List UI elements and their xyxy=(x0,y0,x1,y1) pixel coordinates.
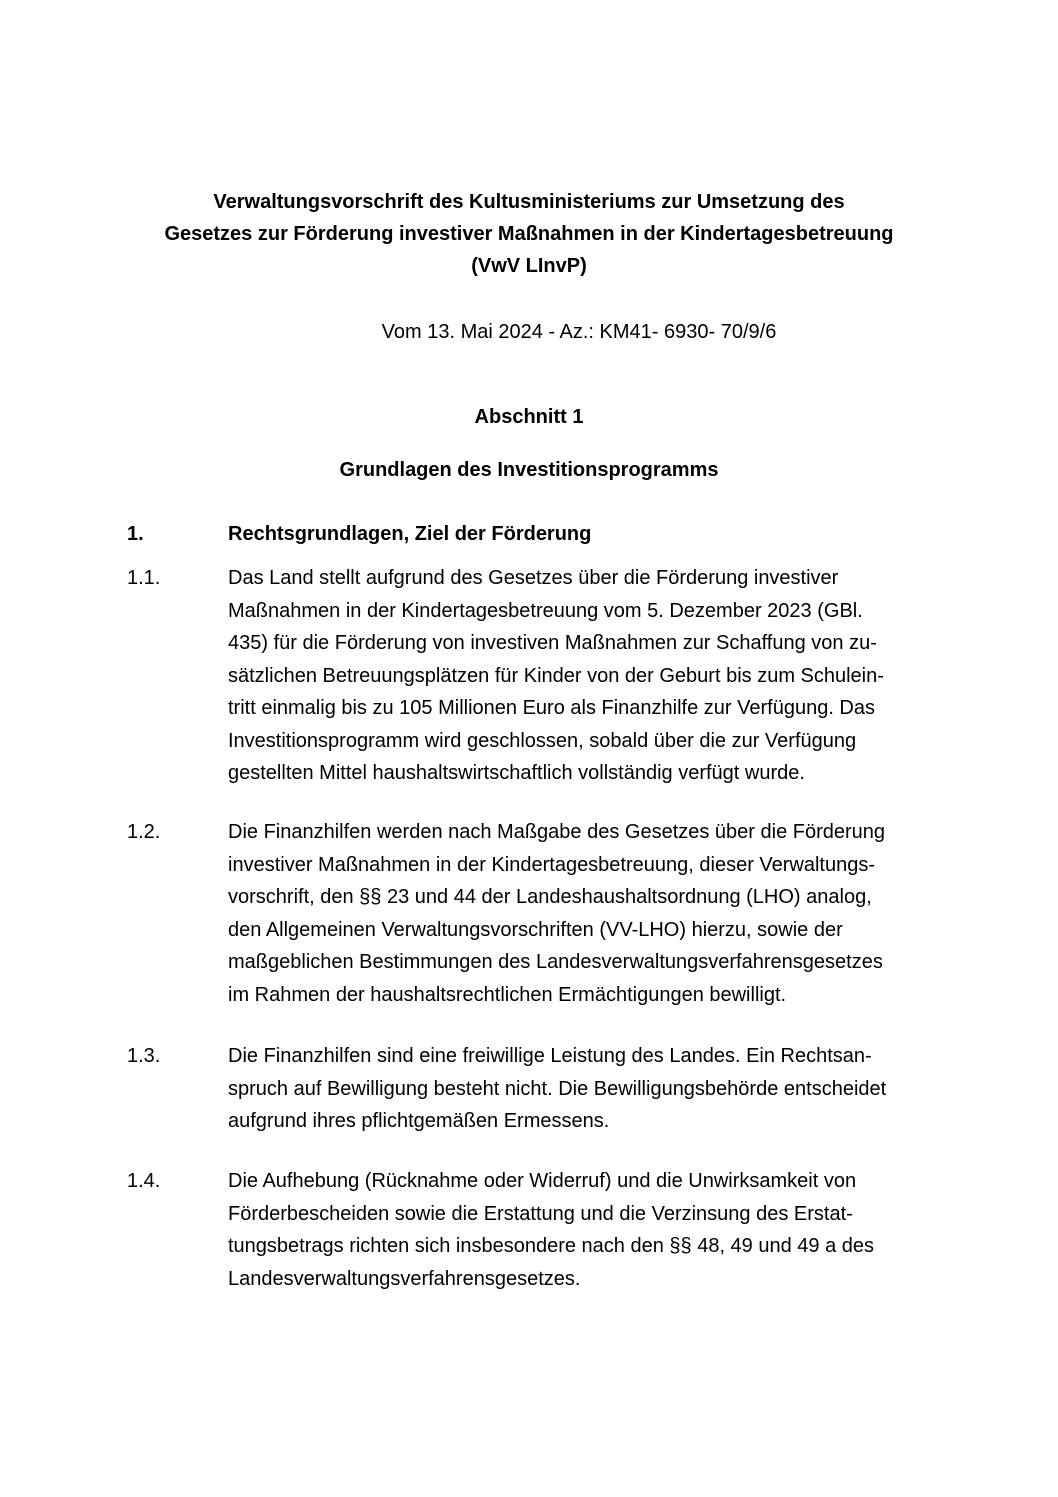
title-line-2: Gesetzes zur Förderung investiver Maßnahmen in der Kindertagesbetreuung xyxy=(164,223,894,245)
paragraph-number: 1.4. xyxy=(127,1170,161,1192)
paragraph-line: investiver Maßnahmen in der Kindertagesbetreuung, dieser Verwaltungs- xyxy=(228,853,876,876)
date-reference-line: Vom 13. Mai 2024 - Az.: KM41- 6930- 70/9/6 xyxy=(381,321,777,343)
paragraph-line: Das Land stellt aufgrund des Gesetzes über die Förderung investiver xyxy=(228,567,839,589)
paragraph-number: 1.2. xyxy=(127,821,161,843)
heading-number: 1. xyxy=(127,523,144,545)
paragraph-text xyxy=(228,562,948,790)
paragraph-text xyxy=(228,1040,948,1138)
paragraph-line: tungsbetrags richten sich insbesondere nach den §§ 48, 49 und 49 a des xyxy=(228,1235,875,1257)
paragraph-line: maßgeblichen Bestimmungen des Landesverwaltungsverfahrensgesetzes xyxy=(228,951,883,973)
title-line-3: (VwV LInvP) xyxy=(471,255,587,277)
section-title: Grundlagen des Investitionsprogramms xyxy=(339,459,719,481)
paragraph-line: Investitionsprogramm wird geschlossen, sobald über die zur Verfügung xyxy=(228,729,857,752)
section-label: Abschnitt 1 xyxy=(474,406,584,428)
heading-title: Rechtsgrundlagen, Ziel der Förderung xyxy=(228,523,592,545)
paragraph-line: gestellten Mittel haushaltswirtschaftlich vollständig verfügt wurde. xyxy=(228,762,805,784)
paragraph-line: 435) für die Förderung von investiven Maßnahmen zur Schaffung von zu- xyxy=(228,632,877,654)
document-title xyxy=(0,186,1058,282)
paragraph-line: sätzlichen Betreuungsplätzen für Kinder von der Geburt bis zum Schulein- xyxy=(228,664,884,687)
paragraph-line: Die Finanzhilfen sind eine freiwillige Leistung des Landes. Ein Rechtsan- xyxy=(228,1045,872,1067)
paragraph-line: spruch auf Bewilligung besteht nicht. Die Bewilligungsbehörde entscheidet xyxy=(228,1077,887,1100)
heading-row xyxy=(127,518,947,551)
paragraph-line: aufgrund ihres pflichtgemäßen Ermessens. xyxy=(228,1110,610,1132)
paragraph-number: 1.1. xyxy=(127,567,161,589)
paragraph-number: 1.3. xyxy=(127,1045,161,1067)
paragraph-line: Maßnahmen in der Kindertagesbetreuung vom 5. Dezember 2023 (GBl. xyxy=(228,599,863,622)
paragraph-line: Förderbescheiden sowie die Erstattung und die Verzinsung des Erstat- xyxy=(228,1202,853,1225)
paragraph-line: Landesverwaltungsverfahrensgesetzes. xyxy=(228,1267,581,1290)
paragraph-1-4 xyxy=(127,1165,947,1300)
paragraph-text xyxy=(228,816,948,1011)
paragraph-line: den Allgemeinen Verwaltungsvorschriften (VV-LHO) hierzu, sowie der xyxy=(228,918,843,941)
paragraph-line: vorschrift, den §§ 23 und 44 der Landeshaushaltsordnung (LHO) analog, xyxy=(228,886,872,908)
title-line-1: Verwaltungsvorschrift des Kultusministeriums zur Umsetzung des xyxy=(213,191,845,213)
paragraph-line: Die Aufhebung (Rücknahme oder Widerruf) und die Unwirksamkeit von xyxy=(228,1170,857,1192)
paragraph-1-1 xyxy=(127,562,947,792)
paragraph-text xyxy=(228,1165,948,1295)
paragraph-line: tritt einmalig bis zu 105 Millionen Euro als Finanzhilfe zur Verfügung. Das xyxy=(228,697,875,719)
paragraph-1-3 xyxy=(127,1040,947,1140)
paragraph-1-2 xyxy=(127,816,947,1016)
paragraph-line: im Rahmen der haushaltsrechtlichen Ermächtigungen bewilligt. xyxy=(228,983,787,1006)
paragraph-line: Die Finanzhilfen werden nach Maßgabe des Gesetzes über die Förderung xyxy=(228,821,886,843)
